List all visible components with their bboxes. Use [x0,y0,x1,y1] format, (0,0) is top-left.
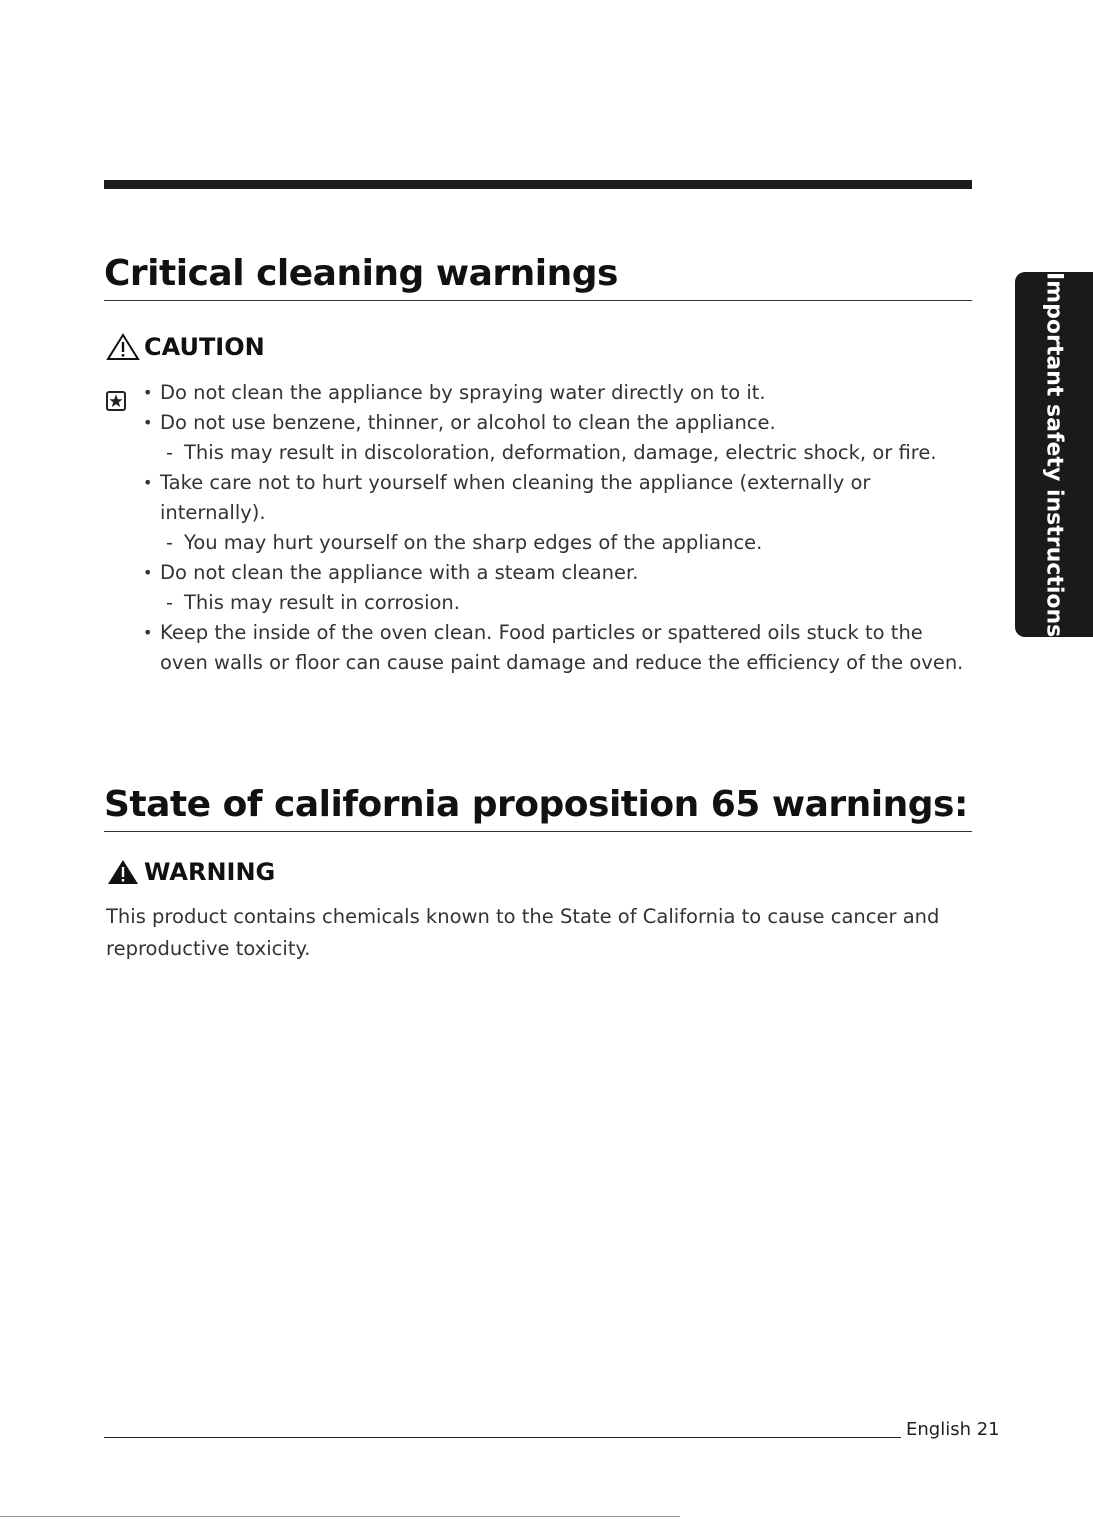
side-section-tab [1015,272,1093,637]
warning-triangle-filled-icon [106,858,140,886]
list-item-text: Do not clean the appliance with a steam cleaner. [160,561,639,584]
section-title-rule [104,831,972,832]
list-item-text: Do not clean the appliance by spraying water directly on to it. [160,381,766,404]
section-title-cleaning: Critical cleaning warnings [104,253,618,294]
header-rule [104,180,972,189]
footer-rule [104,1437,901,1438]
star-box-icon [106,391,126,411]
list-item [160,378,975,408]
caution-list [160,378,975,678]
warning-label-text: WARNING [144,858,276,886]
page-bottom-line [0,1516,680,1517]
warning-label [106,858,275,886]
prop65-warning-text: This product contains chemicals known to the State of California to cause cancer and reproductive toxicity. [106,905,940,960]
list-item-text: Take care not to hurt yourself when cleaning the appliance (externally or internally). [160,471,871,524]
caution-label [106,333,265,361]
list-item [160,468,975,558]
list-item [160,558,975,618]
sub-list-item: - You may hurt yourself on the sharp edges of the appliance. [184,528,975,558]
caution-triangle-outline-icon [106,333,140,361]
section-title-rule [104,300,972,301]
page-number: English 21 [906,1419,1000,1440]
list-item-text: Keep the inside of the oven clean. Food particles or spattered oils stuck to the oven walls or floor can cause paint damage and reduce the efficiency of the oven. [160,621,964,674]
list-item [160,618,975,678]
sub-list-item: - This may result in discoloration, deformation, damage, electric shock, or fire. [184,438,975,468]
side-section-tab-label: Important safety instructions [1041,271,1067,638]
section-title-prop65: State of california proposition 65 warnings: [104,784,968,825]
list-item-text: Do not use benzene, thinner, or alcohol to clean the appliance. [160,411,776,434]
sub-list-item: - This may result in corrosion. [184,588,975,618]
caution-label-text: CAUTION [144,333,265,361]
list-item [160,408,975,468]
